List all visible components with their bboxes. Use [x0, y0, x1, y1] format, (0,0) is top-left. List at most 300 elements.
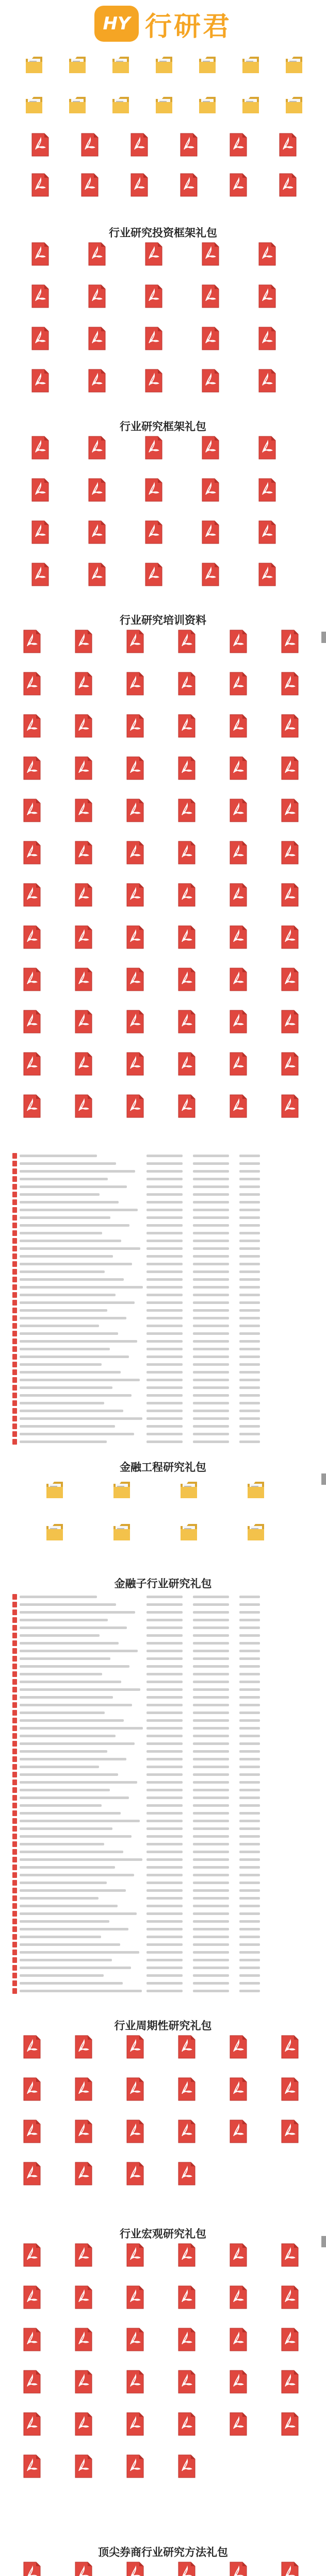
- size-column-placeholder: [239, 1386, 260, 1389]
- type-column-placeholder: [193, 1951, 229, 1954]
- file-name-label: [116, 699, 155, 714]
- file-name-label: [77, 463, 117, 478]
- list-item[interactable]: [12, 1415, 312, 1422]
- type-column-placeholder: [193, 1912, 229, 1915]
- file-name-label: [64, 952, 103, 968]
- name-column-placeholder: [20, 1224, 129, 1227]
- file-name-label: [64, 2397, 103, 2412]
- list-item[interactable]: [12, 1817, 312, 1824]
- size-column-placeholder: [239, 1240, 260, 1242]
- list-item[interactable]: [12, 1307, 312, 1314]
- list-item[interactable]: [12, 1322, 312, 1329]
- type-column-placeholder: [193, 1201, 229, 1204]
- size-column-placeholder: [239, 1340, 260, 1343]
- list-item[interactable]: [12, 1399, 312, 1406]
- date-column-placeholder: [146, 1650, 183, 1652]
- type-column-placeholder: [193, 1394, 229, 1397]
- type-column-placeholder: [193, 1758, 229, 1760]
- list-item[interactable]: [12, 1407, 312, 1414]
- pdf-icon: [12, 1818, 17, 1824]
- list-item[interactable]: [12, 1678, 312, 1685]
- name-column-placeholder: [20, 1897, 99, 1900]
- pdf-icon: [281, 714, 299, 738]
- size-column-placeholder: [239, 1216, 260, 1219]
- pdf-icon: [23, 799, 41, 822]
- file-name-label: [21, 505, 60, 520]
- list-item[interactable]: [12, 1848, 312, 1855]
- date-column-placeholder: [146, 1402, 183, 1404]
- size-column-placeholder: [239, 1665, 260, 1668]
- file-name-label: [64, 2312, 103, 2328]
- file-name-label: [219, 952, 258, 968]
- pdf-icon: [80, 133, 99, 157]
- list-item[interactable]: [12, 1368, 312, 1376]
- scroll-handle[interactable]: [321, 2236, 326, 2247]
- type-column-placeholder: [193, 1332, 229, 1335]
- file-name-label: [77, 396, 117, 411]
- pdf-icon: [12, 1888, 17, 1893]
- pdf-icon: [12, 1633, 17, 1638]
- name-column-placeholder: [20, 1317, 126, 1319]
- pdf-icon: [144, 520, 163, 544]
- size-column-placeholder: [239, 1905, 260, 1907]
- type-column-placeholder: [193, 1727, 229, 1730]
- file-name-label: [134, 547, 173, 563]
- list-item[interactable]: [12, 1191, 312, 1198]
- list-item[interactable]: [12, 1809, 312, 1817]
- pdf-icon: [74, 2077, 93, 2101]
- file-name-label: [270, 952, 309, 968]
- list-item[interactable]: [12, 1384, 312, 1391]
- type-column-placeholder: [193, 1286, 229, 1289]
- list-item[interactable]: [12, 1794, 312, 1801]
- date-column-placeholder: [146, 1812, 183, 1815]
- file-name-label: [248, 269, 287, 284]
- name-column-placeholder: [20, 1619, 108, 1621]
- file-name-label: [191, 269, 230, 284]
- brand-logo-text: 行研君: [144, 11, 232, 42]
- list-item[interactable]: [12, 1670, 312, 1677]
- name-column-placeholder: [20, 1642, 119, 1645]
- pdf-icon: [23, 2412, 41, 2436]
- type-column-placeholder: [193, 1433, 229, 1435]
- list-item[interactable]: [12, 1655, 312, 1662]
- list-item[interactable]: [12, 1632, 312, 1639]
- file-name-label: [12, 868, 52, 883]
- date-column-placeholder: [146, 1355, 183, 1358]
- size-column-placeholder: [239, 1371, 260, 1374]
- name-column-placeholder: [20, 1781, 137, 1784]
- list-item[interactable]: [12, 1763, 312, 1770]
- size-column-placeholder: [239, 1224, 260, 1227]
- pdf-icon: [126, 2562, 144, 2576]
- list-item[interactable]: [12, 1245, 312, 1252]
- list-item[interactable]: [12, 1701, 312, 1708]
- name-column-placeholder: [20, 1735, 116, 1737]
- type-column-placeholder: [193, 1974, 229, 1977]
- list-item[interactable]: [12, 1175, 312, 1182]
- type-column-placeholder: [193, 1696, 229, 1699]
- list-item[interactable]: [12, 1593, 312, 1600]
- type-column-placeholder: [193, 1959, 229, 1961]
- list-item[interactable]: [12, 1252, 312, 1260]
- list-item[interactable]: [12, 1283, 312, 1291]
- size-column-placeholder: [239, 1201, 260, 1204]
- file-name-label: [169, 1546, 208, 1561]
- pdf-icon: [12, 1609, 17, 1615]
- list-item[interactable]: [12, 1361, 312, 1368]
- list-item[interactable]: [12, 1686, 312, 1693]
- list-item[interactable]: [12, 1608, 312, 1616]
- pdf-icon: [23, 925, 41, 949]
- pdf-icon: [23, 714, 41, 738]
- pdf-icon: [258, 478, 276, 502]
- pdf-icon: [144, 478, 163, 502]
- file-name-label: [116, 910, 155, 925]
- list-item[interactable]: [12, 1918, 312, 1925]
- pdf-icon: [74, 630, 93, 653]
- pdf-icon: [12, 1223, 17, 1228]
- list-item[interactable]: [12, 1732, 312, 1739]
- list-item[interactable]: [12, 1724, 312, 1732]
- list-item[interactable]: [12, 1276, 312, 1283]
- name-column-placeholder: [20, 1155, 97, 1157]
- pdf-icon: [74, 2285, 93, 2309]
- list-item[interactable]: [12, 1376, 312, 1383]
- size-column-placeholder: [239, 1936, 260, 1938]
- pdf-icon: [126, 2162, 144, 2185]
- list-item[interactable]: [12, 1887, 312, 1894]
- pdf-icon: [12, 1369, 17, 1375]
- name-column-placeholder: [20, 1920, 109, 1923]
- type-column-placeholder: [193, 1348, 229, 1350]
- name-column-placeholder: [20, 1170, 135, 1173]
- list-item[interactable]: [12, 1879, 312, 1886]
- date-column-placeholder: [146, 1758, 183, 1760]
- date-column-placeholder: [146, 1193, 183, 1196]
- size-column-placeholder: [239, 1603, 260, 1606]
- pdf-icon: [23, 883, 41, 907]
- list-item[interactable]: [12, 1237, 312, 1244]
- date-column-placeholder: [146, 1386, 183, 1389]
- type-column-placeholder: [193, 1982, 229, 1985]
- list-item[interactable]: [12, 1214, 312, 1221]
- pdf-icon: [126, 2120, 144, 2143]
- file-name-label: [116, 2104, 155, 2120]
- name-column-placeholder: [20, 1371, 121, 1374]
- list-item[interactable]: [12, 1438, 312, 1445]
- type-column-placeholder: [193, 1889, 229, 1892]
- date-column-placeholder: [146, 1673, 183, 1675]
- pdf-icon: [74, 714, 93, 738]
- pdf-icon: [130, 133, 149, 157]
- list-item[interactable]: [12, 1941, 312, 1948]
- folder-icon: [155, 52, 173, 75]
- pdf-icon: [74, 2035, 93, 2059]
- list-item[interactable]: [12, 1639, 312, 1647]
- list-item[interactable]: [12, 1964, 312, 1971]
- size-column-placeholder: [239, 1619, 260, 1621]
- name-column-placeholder: [20, 1603, 116, 1606]
- size-column-placeholder: [239, 1657, 260, 1660]
- pdf-icon: [31, 478, 50, 502]
- file-name-label: [270, 656, 309, 672]
- pdf-icon: [177, 2412, 196, 2436]
- list-item[interactable]: [12, 1330, 312, 1337]
- list-item[interactable]: [12, 1299, 312, 1306]
- file-name-label: [116, 2270, 155, 2285]
- list-item[interactable]: [12, 1222, 312, 1229]
- size-column-placeholder: [239, 1255, 260, 1258]
- file-name-label: [77, 311, 117, 327]
- pdf-icon: [126, 630, 144, 653]
- pdf-icon: [12, 1694, 17, 1700]
- pdf-icon: [12, 1176, 17, 1182]
- folder-icon: [241, 92, 260, 115]
- size-column-placeholder: [239, 1990, 260, 1992]
- file-name-label: [12, 2062, 52, 2077]
- list-item[interactable]: [12, 1693, 312, 1701]
- type-column-placeholder: [193, 1634, 229, 1637]
- type-column-placeholder: [193, 1363, 229, 1366]
- pdf-icon: [144, 369, 163, 393]
- pdf-icon: [31, 242, 50, 266]
- size-column-placeholder: [239, 1851, 260, 1853]
- scroll-handle[interactable]: [321, 632, 326, 643]
- file-name-label: [167, 2439, 206, 2454]
- list-item[interactable]: [12, 1206, 312, 1213]
- file-name-label: [270, 2270, 309, 2285]
- pdf-icon: [229, 1094, 248, 1118]
- pdf-icon: [12, 1300, 17, 1306]
- pdf-icon: [177, 2120, 196, 2143]
- date-column-placeholder: [146, 1440, 183, 1443]
- list-item[interactable]: [12, 1229, 312, 1236]
- file-name-label: [77, 353, 117, 369]
- pdf-icon: [177, 2077, 196, 2101]
- file-name-label: [12, 2312, 52, 2328]
- size-column-placeholder: [239, 1642, 260, 1645]
- file-name-label: [167, 2481, 206, 2497]
- pdf-icon: [12, 1849, 17, 1855]
- list-item[interactable]: [12, 1198, 312, 1206]
- file-name-label: [64, 783, 103, 799]
- type-column-placeholder: [193, 1673, 229, 1675]
- list-item[interactable]: [12, 1392, 312, 1399]
- pdf-icon: [229, 173, 248, 197]
- list-item[interactable]: [12, 1948, 312, 1956]
- date-column-placeholder: [146, 1240, 183, 1242]
- size-column-placeholder: [239, 1394, 260, 1397]
- file-name-label: [12, 656, 52, 672]
- list-item[interactable]: [12, 1430, 312, 1437]
- file-name-label: [144, 118, 184, 134]
- list-item[interactable]: [12, 1748, 312, 1755]
- list-item[interactable]: [12, 1863, 312, 1871]
- list-item[interactable]: [12, 1771, 312, 1778]
- file-name-label: [134, 589, 173, 605]
- size-column-placeholder: [239, 1711, 260, 1714]
- list-item[interactable]: [12, 1925, 312, 1933]
- file-name-label: [270, 1037, 309, 1052]
- list-item[interactable]: [12, 1260, 312, 1267]
- list-item[interactable]: [12, 1740, 312, 1747]
- date-column-placeholder: [146, 1858, 183, 1861]
- date-column-placeholder: [146, 1928, 183, 1930]
- pdf-icon: [126, 2370, 144, 2394]
- file-name-label: [270, 699, 309, 714]
- type-column-placeholder: [193, 1688, 229, 1691]
- list-item[interactable]: [12, 1910, 312, 1917]
- section-title-research-frameworks: 行业研究框架礼包: [120, 420, 206, 433]
- list-item[interactable]: [12, 1786, 312, 1793]
- list-item[interactable]: [12, 1833, 312, 1840]
- list-item[interactable]: [12, 1601, 312, 1608]
- pdf-icon: [23, 968, 41, 991]
- pdf-icon: [74, 968, 93, 991]
- pdf-icon: [74, 2370, 93, 2394]
- file-name-label: [191, 589, 230, 605]
- type-column-placeholder: [193, 1990, 229, 1992]
- list-item[interactable]: [12, 1840, 312, 1848]
- pdf-icon: [12, 1161, 17, 1166]
- list-item[interactable]: [12, 1663, 312, 1670]
- pdf-icon: [126, 2243, 144, 2267]
- list-item[interactable]: [12, 1972, 312, 1979]
- pdf-icon: [31, 327, 50, 350]
- pdf-icon: [144, 327, 163, 350]
- list-item[interactable]: [12, 1422, 312, 1430]
- type-column-placeholder: [193, 1835, 229, 1838]
- type-column-placeholder: [193, 1874, 229, 1876]
- file-name-label: [12, 2439, 52, 2454]
- file-name-label: [64, 2189, 103, 2204]
- pdf-icon: [229, 925, 248, 949]
- file-name-label: [270, 825, 309, 841]
- name-column-placeholder: [20, 1943, 120, 1946]
- name-column-placeholder: [20, 1611, 135, 1614]
- scroll-handle[interactable]: [321, 1473, 326, 1485]
- file-name-label: [12, 2270, 52, 2285]
- file-name-label: [116, 2146, 155, 2162]
- size-column-placeholder: [239, 1696, 260, 1699]
- folder-icon: [25, 92, 43, 115]
- file-name-label: [236, 1503, 275, 1519]
- list-item[interactable]: [12, 1871, 312, 1878]
- list-item[interactable]: [12, 1987, 312, 1994]
- list-item[interactable]: [12, 1717, 312, 1724]
- file-name-label: [12, 825, 52, 841]
- folder-icon: [180, 1519, 198, 1543]
- list-item[interactable]: [12, 1894, 312, 1902]
- file-name-label: [270, 2062, 309, 2077]
- type-column-placeholder: [193, 1255, 229, 1258]
- file-name-label: [12, 2189, 52, 2204]
- list-item[interactable]: [12, 1291, 312, 1298]
- name-column-placeholder: [20, 1758, 126, 1760]
- list-item[interactable]: [12, 1802, 312, 1809]
- pdf-icon: [12, 1423, 17, 1429]
- list-item[interactable]: [12, 1345, 312, 1352]
- list-item[interactable]: [12, 1624, 312, 1631]
- pdf-icon: [12, 1308, 17, 1313]
- date-column-placeholder: [146, 1178, 183, 1180]
- file-name-label: [134, 353, 173, 369]
- pdf-icon: [12, 1810, 17, 1816]
- type-column-placeholder: [193, 1804, 229, 1807]
- pdf-icon: [12, 1926, 17, 1932]
- pdf-icon: [180, 133, 198, 157]
- list-item[interactable]: [12, 1353, 312, 1360]
- list-item[interactable]: [12, 1183, 312, 1190]
- list-item[interactable]: [12, 1152, 312, 1159]
- list-item[interactable]: [12, 1856, 312, 1863]
- file-name-label: [167, 783, 206, 799]
- pdf-icon: [74, 2243, 93, 2267]
- size-column-placeholder: [239, 1673, 260, 1675]
- pdf-icon: [12, 1787, 17, 1793]
- list-item[interactable]: [12, 1647, 312, 1654]
- pdf-icon: [177, 756, 196, 780]
- file-name-label: [270, 2146, 309, 2162]
- list-item[interactable]: [12, 1825, 312, 1832]
- date-column-placeholder: [146, 1201, 183, 1204]
- type-column-placeholder: [193, 1611, 229, 1614]
- size-column-placeholder: [239, 1332, 260, 1335]
- name-column-placeholder: [20, 1843, 104, 1845]
- pdf-icon: [12, 1323, 17, 1329]
- file-name-label: [270, 2439, 309, 2454]
- list-item[interactable]: [12, 1616, 312, 1623]
- name-column-placeholder: [20, 1797, 129, 1799]
- list-item[interactable]: [12, 1314, 312, 1321]
- list-item[interactable]: [12, 1709, 312, 1716]
- pdf-icon: [88, 327, 106, 350]
- list-item[interactable]: [12, 1337, 312, 1345]
- list-item[interactable]: [12, 1956, 312, 1963]
- list-item[interactable]: [12, 1268, 312, 1275]
- list-item[interactable]: [12, 1902, 312, 1909]
- name-column-placeholder: [20, 1727, 143, 1730]
- file-name-label: [35, 1503, 74, 1519]
- name-column-placeholder: [20, 1363, 102, 1366]
- file-name-label: [64, 1121, 103, 1137]
- list-item[interactable]: [12, 1167, 312, 1175]
- name-column-placeholder: [20, 1379, 140, 1381]
- pdf-icon: [177, 2328, 196, 2351]
- pdf-icon: [279, 133, 297, 157]
- name-column-placeholder: [20, 1789, 110, 1791]
- name-column-placeholder: [20, 1332, 118, 1335]
- date-column-placeholder: [146, 1263, 183, 1265]
- size-column-placeholder: [239, 1270, 260, 1273]
- list-item[interactable]: [12, 1755, 312, 1762]
- date-column-placeholder: [146, 1866, 183, 1869]
- type-column-placeholder: [193, 1920, 229, 1923]
- list-item[interactable]: [12, 1933, 312, 1940]
- pdf-icon: [144, 563, 163, 586]
- pdf-icon: [281, 799, 299, 822]
- date-column-placeholder: [146, 1835, 183, 1838]
- date-column-placeholder: [146, 1170, 183, 1173]
- list-item[interactable]: [12, 1160, 312, 1167]
- date-column-placeholder: [146, 1804, 183, 1807]
- list-item[interactable]: [12, 1778, 312, 1786]
- list-item[interactable]: [12, 1979, 312, 1987]
- type-column-placeholder: [193, 1626, 229, 1629]
- file-name-label: [191, 311, 230, 327]
- type-column-placeholder: [193, 1851, 229, 1853]
